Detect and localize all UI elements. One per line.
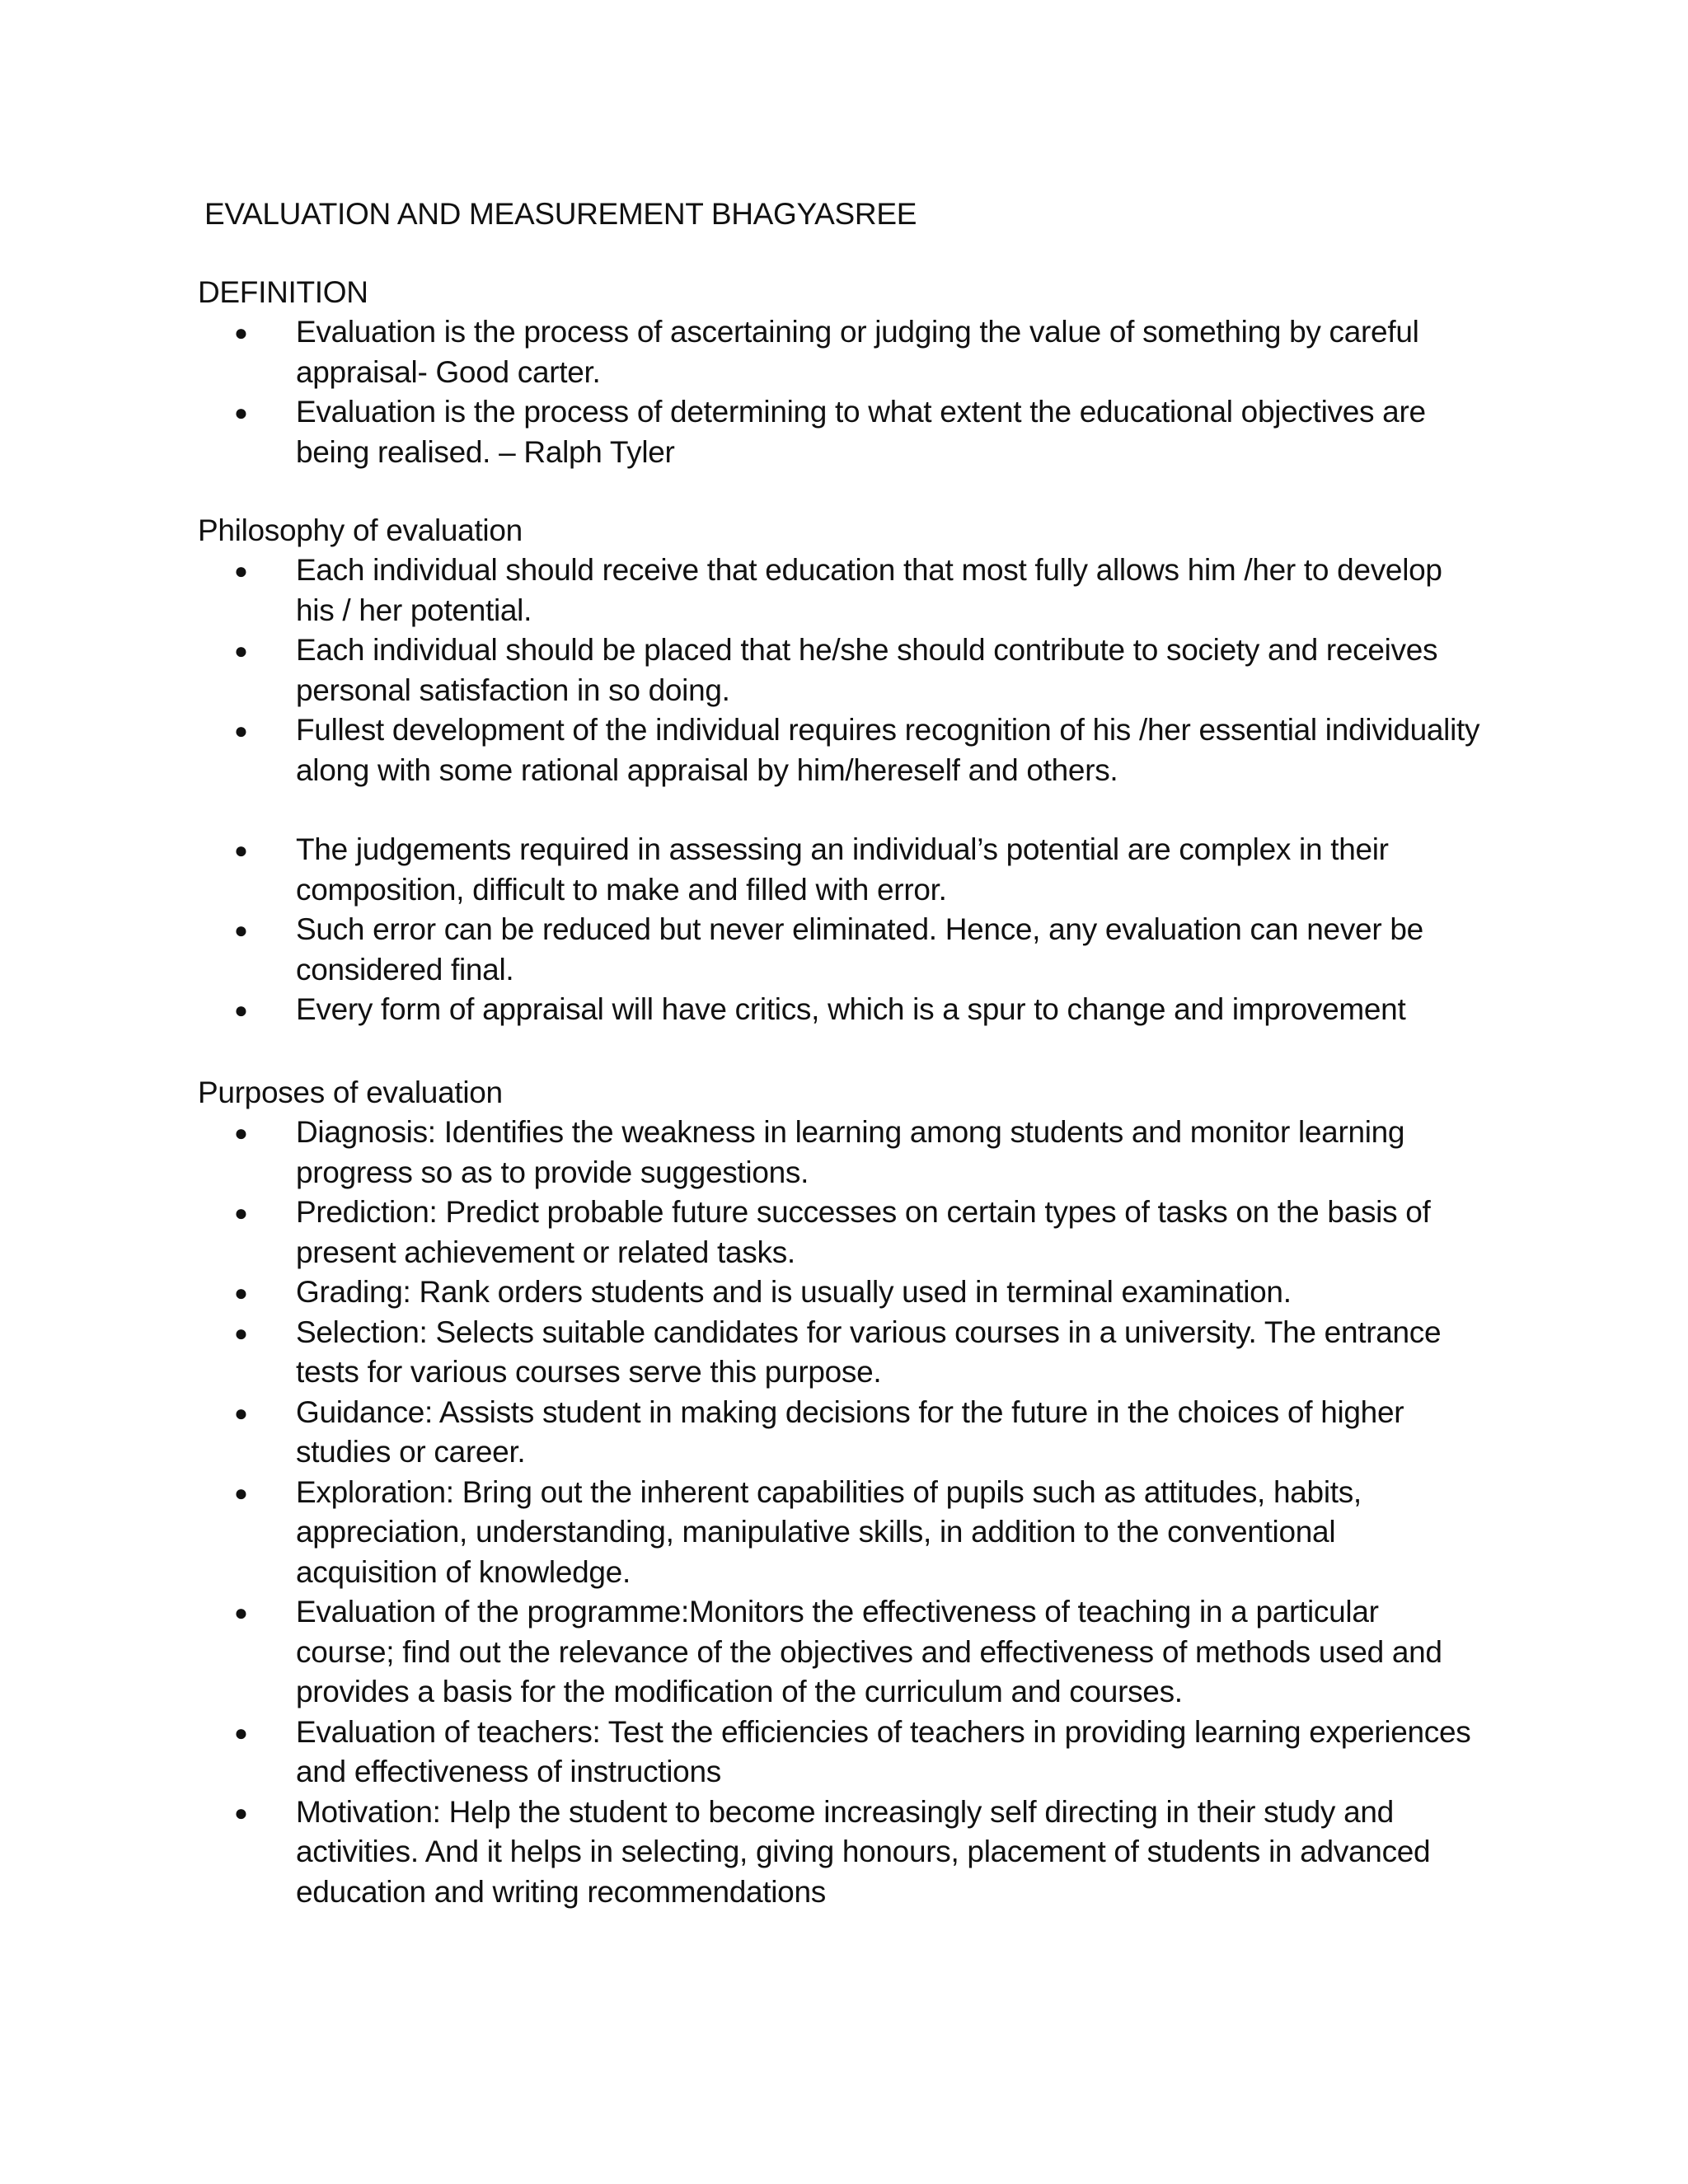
list-item	[198, 1313, 1484, 1393]
bullet-icon: ●	[234, 638, 248, 663]
bullet-icon: ●	[234, 558, 248, 583]
list-item-text: Evaluation of the programme:Monitors the effectiveness of teaching in a particular course; find out the relevance of the objectives and effectiveness of methods used and provides a basis for the modification of the curriculum and courses.	[296, 1595, 1442, 1708]
list-item	[198, 551, 1484, 630]
bullet-icon: ●	[234, 997, 248, 1023]
bullet-icon: ●	[234, 400, 248, 425]
list-item	[198, 392, 1484, 472]
purposes-heading: Purposes of evaluation	[198, 1076, 503, 1109]
bullet-icon: ●	[234, 1399, 248, 1426]
list-item-text: Each individual should be placed that he/she should contribute to society and receives personal satisfaction in so doing.	[296, 633, 1438, 707]
list-item-text: Fullest development of the individual requires recognition of his /her essential individuality along with some rational appraisal by him/hereself and others.	[296, 713, 1480, 787]
definition-heading: DEFINITION	[198, 275, 368, 309]
bullet-icon: ●	[234, 320, 248, 345]
list-item-text: Evaluation of teachers: Test the efficiencies of teachers in providing learning experiences and effectiveness of instructions	[296, 1714, 1471, 1788]
list-item	[198, 830, 1484, 910]
bullet-icon: ●	[234, 1479, 248, 1506]
list-item	[198, 312, 1484, 392]
list-item-text: Evaluation is the process of ascertaining or judging the value of something by careful appraisal- Good carter.	[296, 315, 1419, 389]
list-item-text: Prediction: Predict probable future successes on certain types of tasks on the basis of present achievement or related tasks.	[296, 1195, 1431, 1269]
list-item-text: Diagnosis: Identifies the weakness in learning among students and monitor learning progress so as to provide suggestions.	[296, 1115, 1405, 1189]
philosophy-section	[198, 511, 1484, 1030]
list-item	[198, 1713, 1484, 1793]
list-item-text: Each individual should receive that education that most fully allows him /her to develop his / her potential.	[296, 553, 1442, 627]
list-item-text: Every form of appraisal will have critics, which is a spur to change and improvement	[296, 992, 1406, 1026]
purposes-list	[198, 1113, 1484, 1912]
philosophy-list	[198, 551, 1484, 1030]
bullet-icon: ●	[234, 1319, 248, 1346]
document-title: EVALUATION AND MEASUREMENT BHAGYASREE	[204, 197, 917, 231]
definition-list	[198, 312, 1484, 472]
list-item-text: Exploration: Bring out the inherent capabilities of pupils such as attitudes, habits, appreciation, understanding, manipulative skills, in addition to the conventional acquisition of knowledge.	[296, 1474, 1362, 1589]
list-item	[198, 1193, 1484, 1272]
list-item	[198, 710, 1484, 790]
list-item-text: Selection: Selects suitable candidates for various courses in a university. The entrance tests for various courses serve this purpose.	[296, 1315, 1442, 1389]
list-item	[198, 1592, 1484, 1713]
philosophy-heading: Philosophy of evaluation	[198, 513, 523, 547]
list-item-text: The judgements required in assessing an individual’s potential are complex in their composition, difficult to make and filled with error.	[296, 832, 1389, 907]
list-item	[198, 1113, 1484, 1193]
list-item-text: Grading: Rank orders students and is usually used in terminal examination.	[296, 1275, 1292, 1309]
bullet-icon: ●	[234, 1120, 248, 1146]
bullet-icon: ●	[234, 718, 248, 743]
bullet-icon: ●	[234, 1200, 248, 1226]
list-item-text: Motivation: Help the student to become increasingly self directing in their study and activities. And it helps in selecting, giving honours, placement of students in advanced education and writing recommendations	[296, 1794, 1431, 1909]
list-item-text: Such error can be reduced but never eliminated. Hence, any evaluation can never be considered final.	[296, 912, 1423, 987]
bullet-icon: ●	[234, 1280, 248, 1305]
list-item	[198, 1272, 1484, 1313]
list-item	[198, 1793, 1484, 1913]
list-item	[198, 990, 1484, 1030]
list-item-text: Guidance: Assists student in making decisions for the future in the choices of higher studies or career.	[296, 1394, 1404, 1469]
list-item	[198, 1393, 1484, 1473]
bullet-icon: ●	[234, 1799, 248, 1825]
definition-section	[198, 273, 1484, 472]
list-item-text: Evaluation is the process of determining to what extent the educational objectives are being realised. – Ralph Tyler	[296, 395, 1426, 469]
list-item	[198, 630, 1484, 710]
bullet-icon: ●	[234, 917, 248, 943]
bullet-icon: ●	[234, 1719, 248, 1746]
bullet-icon: ●	[234, 837, 248, 863]
list-item	[198, 910, 1484, 990]
bullet-icon: ●	[234, 1600, 248, 1625]
list-item	[198, 1473, 1484, 1593]
purposes-section	[198, 1073, 1484, 1912]
